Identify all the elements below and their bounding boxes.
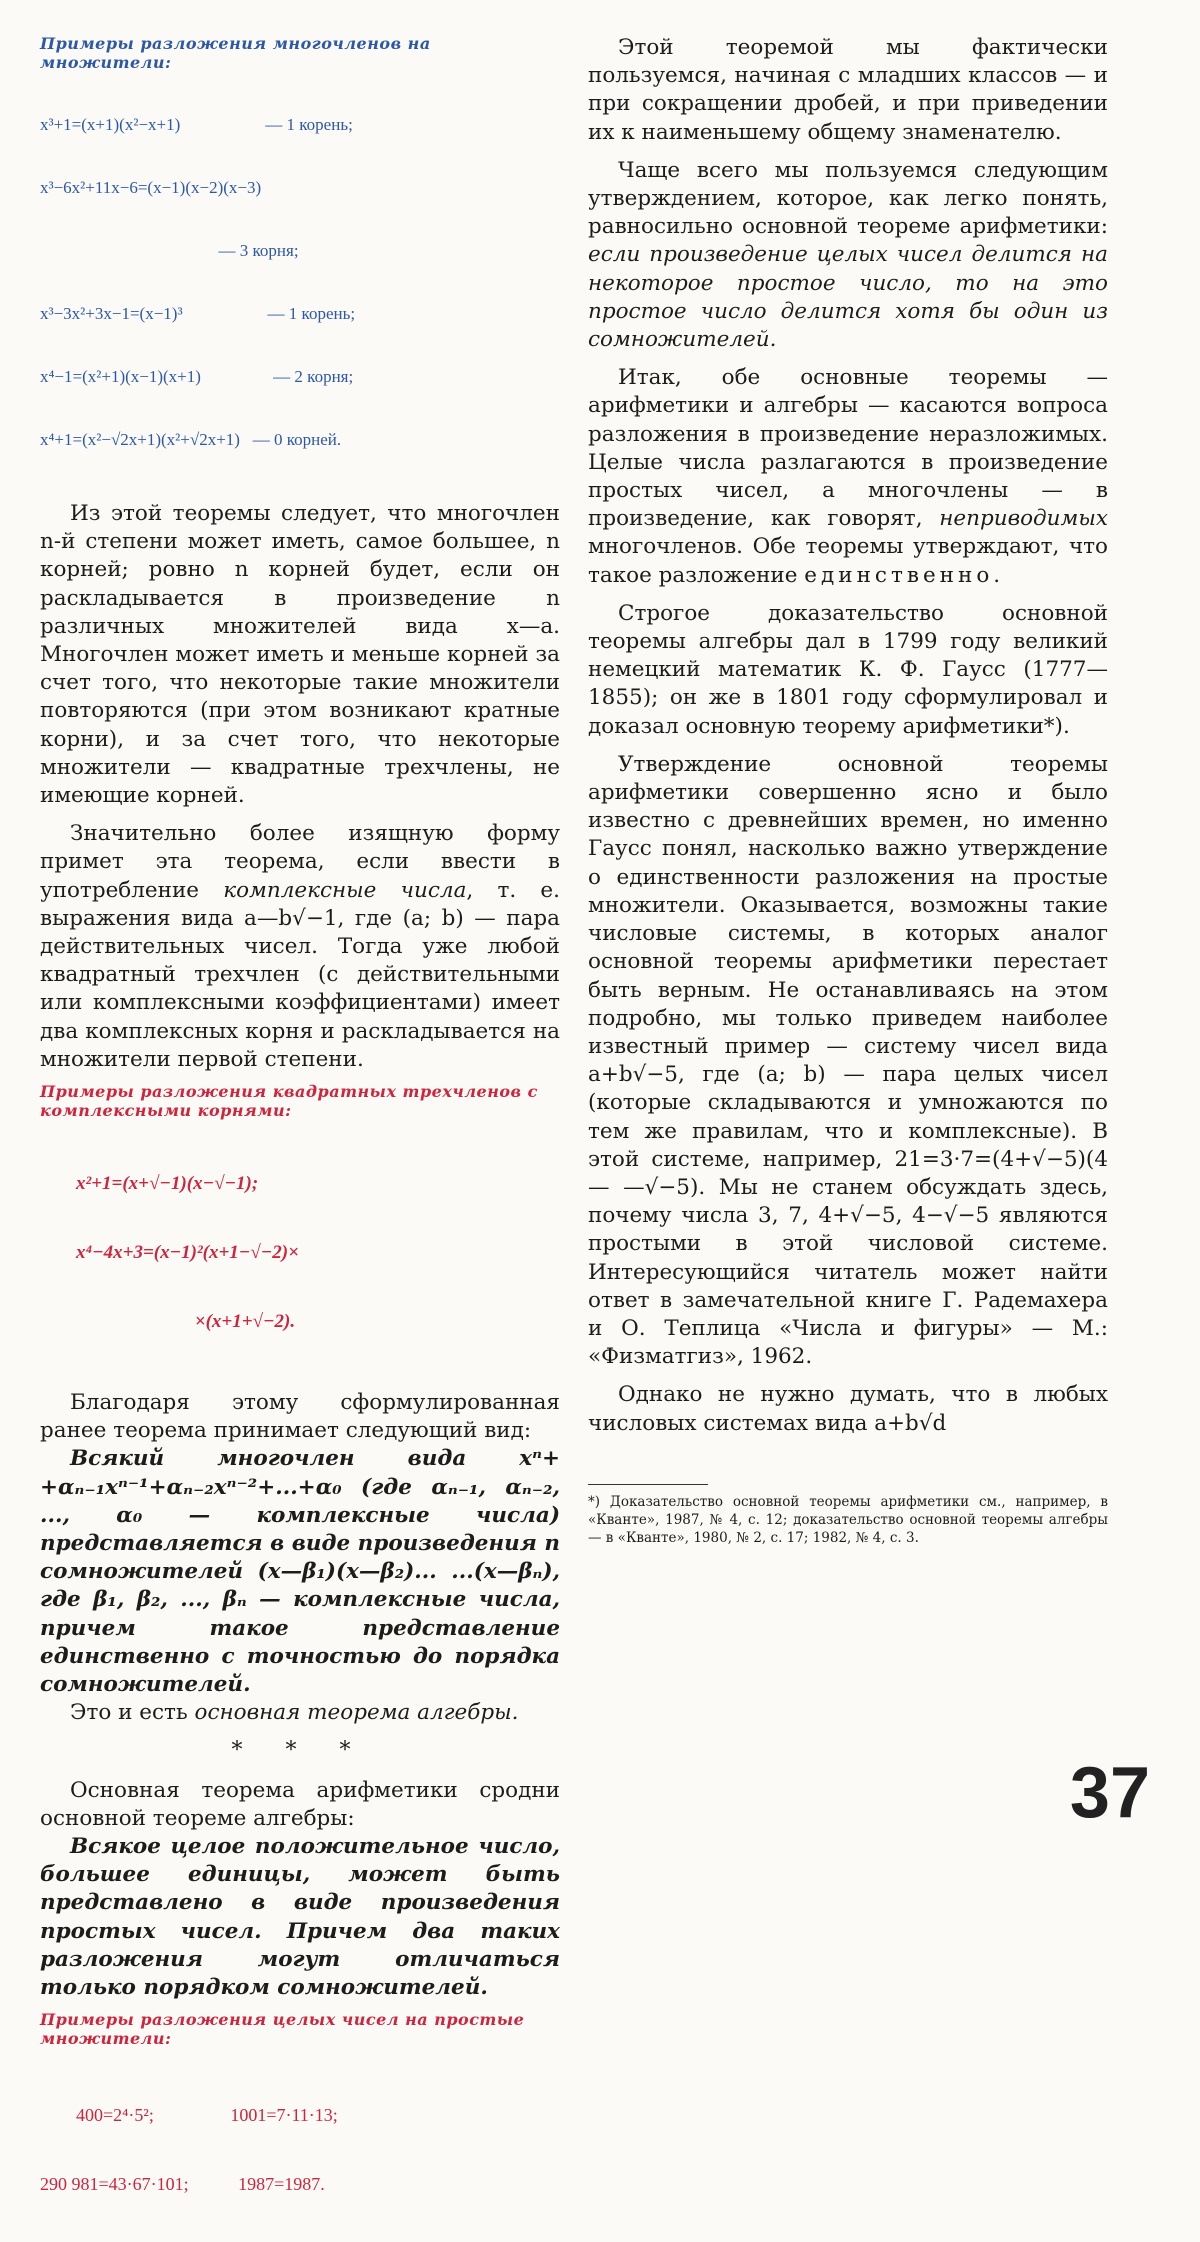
footnote-divider	[588, 1484, 708, 1485]
example-integers-formulas	[40, 2058, 560, 2242]
formula-line: x⁴−1=(x²+1)(x−1)(x+1) — 2 корня;	[40, 367, 354, 386]
example-quadratic-formulas	[40, 1126, 560, 1379]
formula-line: — 3 корня;	[40, 241, 299, 260]
paragraph-usage: Этой теоремой мы фактически пользуемся, начиная с младших классов — и при сокращении дробей, и при приведении их к наименьшему общему знаменателю.	[588, 35, 1108, 145]
footnote: *) Доказательство основной теоремы арифметики см., например, в «Кванте», 1987, № 4, с. 12; доказательство основной теоремы алгебры — в «Кванте», 1980, № 2, с. 17; 1982, № 4, с. 3.	[588, 1493, 1108, 1546]
formula-line: x³−6x²+11x−6=(x−1)(x−2)(x−3)	[40, 178, 262, 197]
example-integers-title: Примеры разложения целых чисел на простые множители:	[40, 2010, 525, 2049]
formula-line: x²+1=(x+√−1)(x−√−1);	[76, 1173, 259, 1195]
section-divider: * * *	[231, 1737, 369, 1763]
theorem-algebra: Всякий многочлен вида xⁿ+ +αₙ₋₁xⁿ⁻¹+αₙ₋₂xⁿ⁻²+...+α₀ (где αₙ₋₁, αₙ₋₂, ..., α₀ — комплексные числа) представляется в виде произведения n сомножителей (x—β₁)(x—β₂)... ...(x—βₙ), где β₁, β₂, ..., βₙ — комплексные числа, причем такое представление единственно с точностью до порядка сомножителей.	[40, 1446, 560, 1698]
paragraph-arithmetic: Основная теорема арифметики сродни основной теореме алгебры:	[40, 1777, 560, 1831]
formula-line: 400=2⁴·5²; 1001=7·11·13;	[40, 2105, 338, 2126]
formula-line: x³+1=(x+1)(x²−x+1) — 1 корень;	[40, 115, 353, 134]
formula-line: 290 981=43·67·101; 1987=1987.	[40, 2174, 325, 2195]
paragraph-gauss: Строгое доказательство основной теоремы алгебры дал в 1799 году великий немецкий математик К. Ф. Гаусс (1777—1855); он же в 1801 году сформулировал и доказал основную теорему арифметики*).	[588, 600, 1108, 739]
example-polynomials-formulas	[40, 72, 560, 492]
paragraph-both-theorems: Итак, обе основные теоремы — арифметики и алгебры — касаются вопроса разложения в произведение неразложимых. Целые числа разлагаются в произведение простых чисел, а многочлены — в произведение, как говорят, неприводимых многочленов. Обе теоремы утверждают, что такое разложение единственно.	[588, 365, 1108, 588]
paragraph-uniqueness: Утверждение основной теоремы арифметики совершенно ясно и было известно с древнейших времен, но именно Гаусс понял, насколько важно утверждение о единственности разложения на простые множители. Оказывается, возможны такие числовые системы, в которых аналог основной теоремы арифметики перестает быть верным. Не останавливаясь на этом подробно, мы только приведем наиболее известный пример — систему чисел вида a+b√−5, где (a; b) — пара целых чисел (которые складываются и умножаются по тем же правилам, что и комплексные). В этой системе, например, 21=3·7=(4+√−5)(4— —√−5). Мы не станем обсуждать здесь, почему числа 3, 7, 4+√−5, 4−√−5 являются простыми в этой числовой системе. Интересующийся читатель может найти ответ в замечательной книге Г. Радемахера и О. Теплица «Числа и фигуры» — М.: «Физматгиз», 1962.	[588, 751, 1108, 1370]
paragraph-statement: Чаще всего мы пользуемся следующим утверждением, которое, как легко понять, равносильно основной теореме арифметики: если произведение целых чисел делится на некоторое простое число, то на это простое число делится хотя бы один из сомножителей.	[588, 157, 1108, 353]
formula-line: x⁴+1=(x²−√2x+1)(x²+√2x+1) — 0 корней.	[40, 430, 342, 449]
formula-line: ×(x+1+√−2).	[76, 1311, 296, 1333]
paragraph-however: Однако не нужно думать, что в любых числовых системах вида a+b√d	[588, 1382, 1108, 1436]
paragraph-thanks: Благодаря этому сформулированная ранее теорема принимает следующий вид:	[40, 1390, 560, 1444]
right-column	[588, 0, 1108, 1547]
paragraph-complex-numbers: Значительно более изящную форму примет эта теорема, если ввести в употребление комплексные числа, т. е. выражения вида a—b√−1, где (a; b) — пара действительных чисел. Тогда уже любой квадратный трехчлен (с действительными или комплексными коэффициентами) имеет два комплексных корня и раскладывается на множители первой степени.	[40, 821, 560, 1072]
example-quadratic-title: Примеры разложения квадратных трехчленов с комплексными корнями:	[40, 1082, 538, 1121]
page-number: 37	[1069, 1753, 1150, 1833]
theorem-arithmetic: Всякое целое положительное число, большее единицы, может быть представлено в виде произведения простых чисел. Причем два таких разложения могут отличаться только порядком сомножителей.	[40, 1833, 560, 2000]
paragraph-main-theorem: Это и есть основная теорема алгебры.	[70, 1700, 519, 1726]
left-column	[40, 0, 560, 2242]
formula-line: x⁴−4x+3=(x−1)²(x+1−√−2)×	[76, 1242, 299, 1264]
formula-line: x³−3x²+3x−1=(x−1)³ — 1 корень;	[40, 304, 356, 323]
example-polynomials-title: Примеры разложения многочленов на множители:	[40, 34, 431, 72]
paragraph-roots: Из этой теоремы следует, что многочлен n-й степени может иметь, самое большее, n корней; ровно n корней будет, если он раскладывается в произведение n различных множителей вида x—a. Многочлен может иметь и меньше корней за счет того, что некоторые такие множители повторяются (при этом возникают кратные корни), и за счет того, что некоторые множители — квадратные трехчлены, не имеющие корней.	[40, 501, 560, 809]
